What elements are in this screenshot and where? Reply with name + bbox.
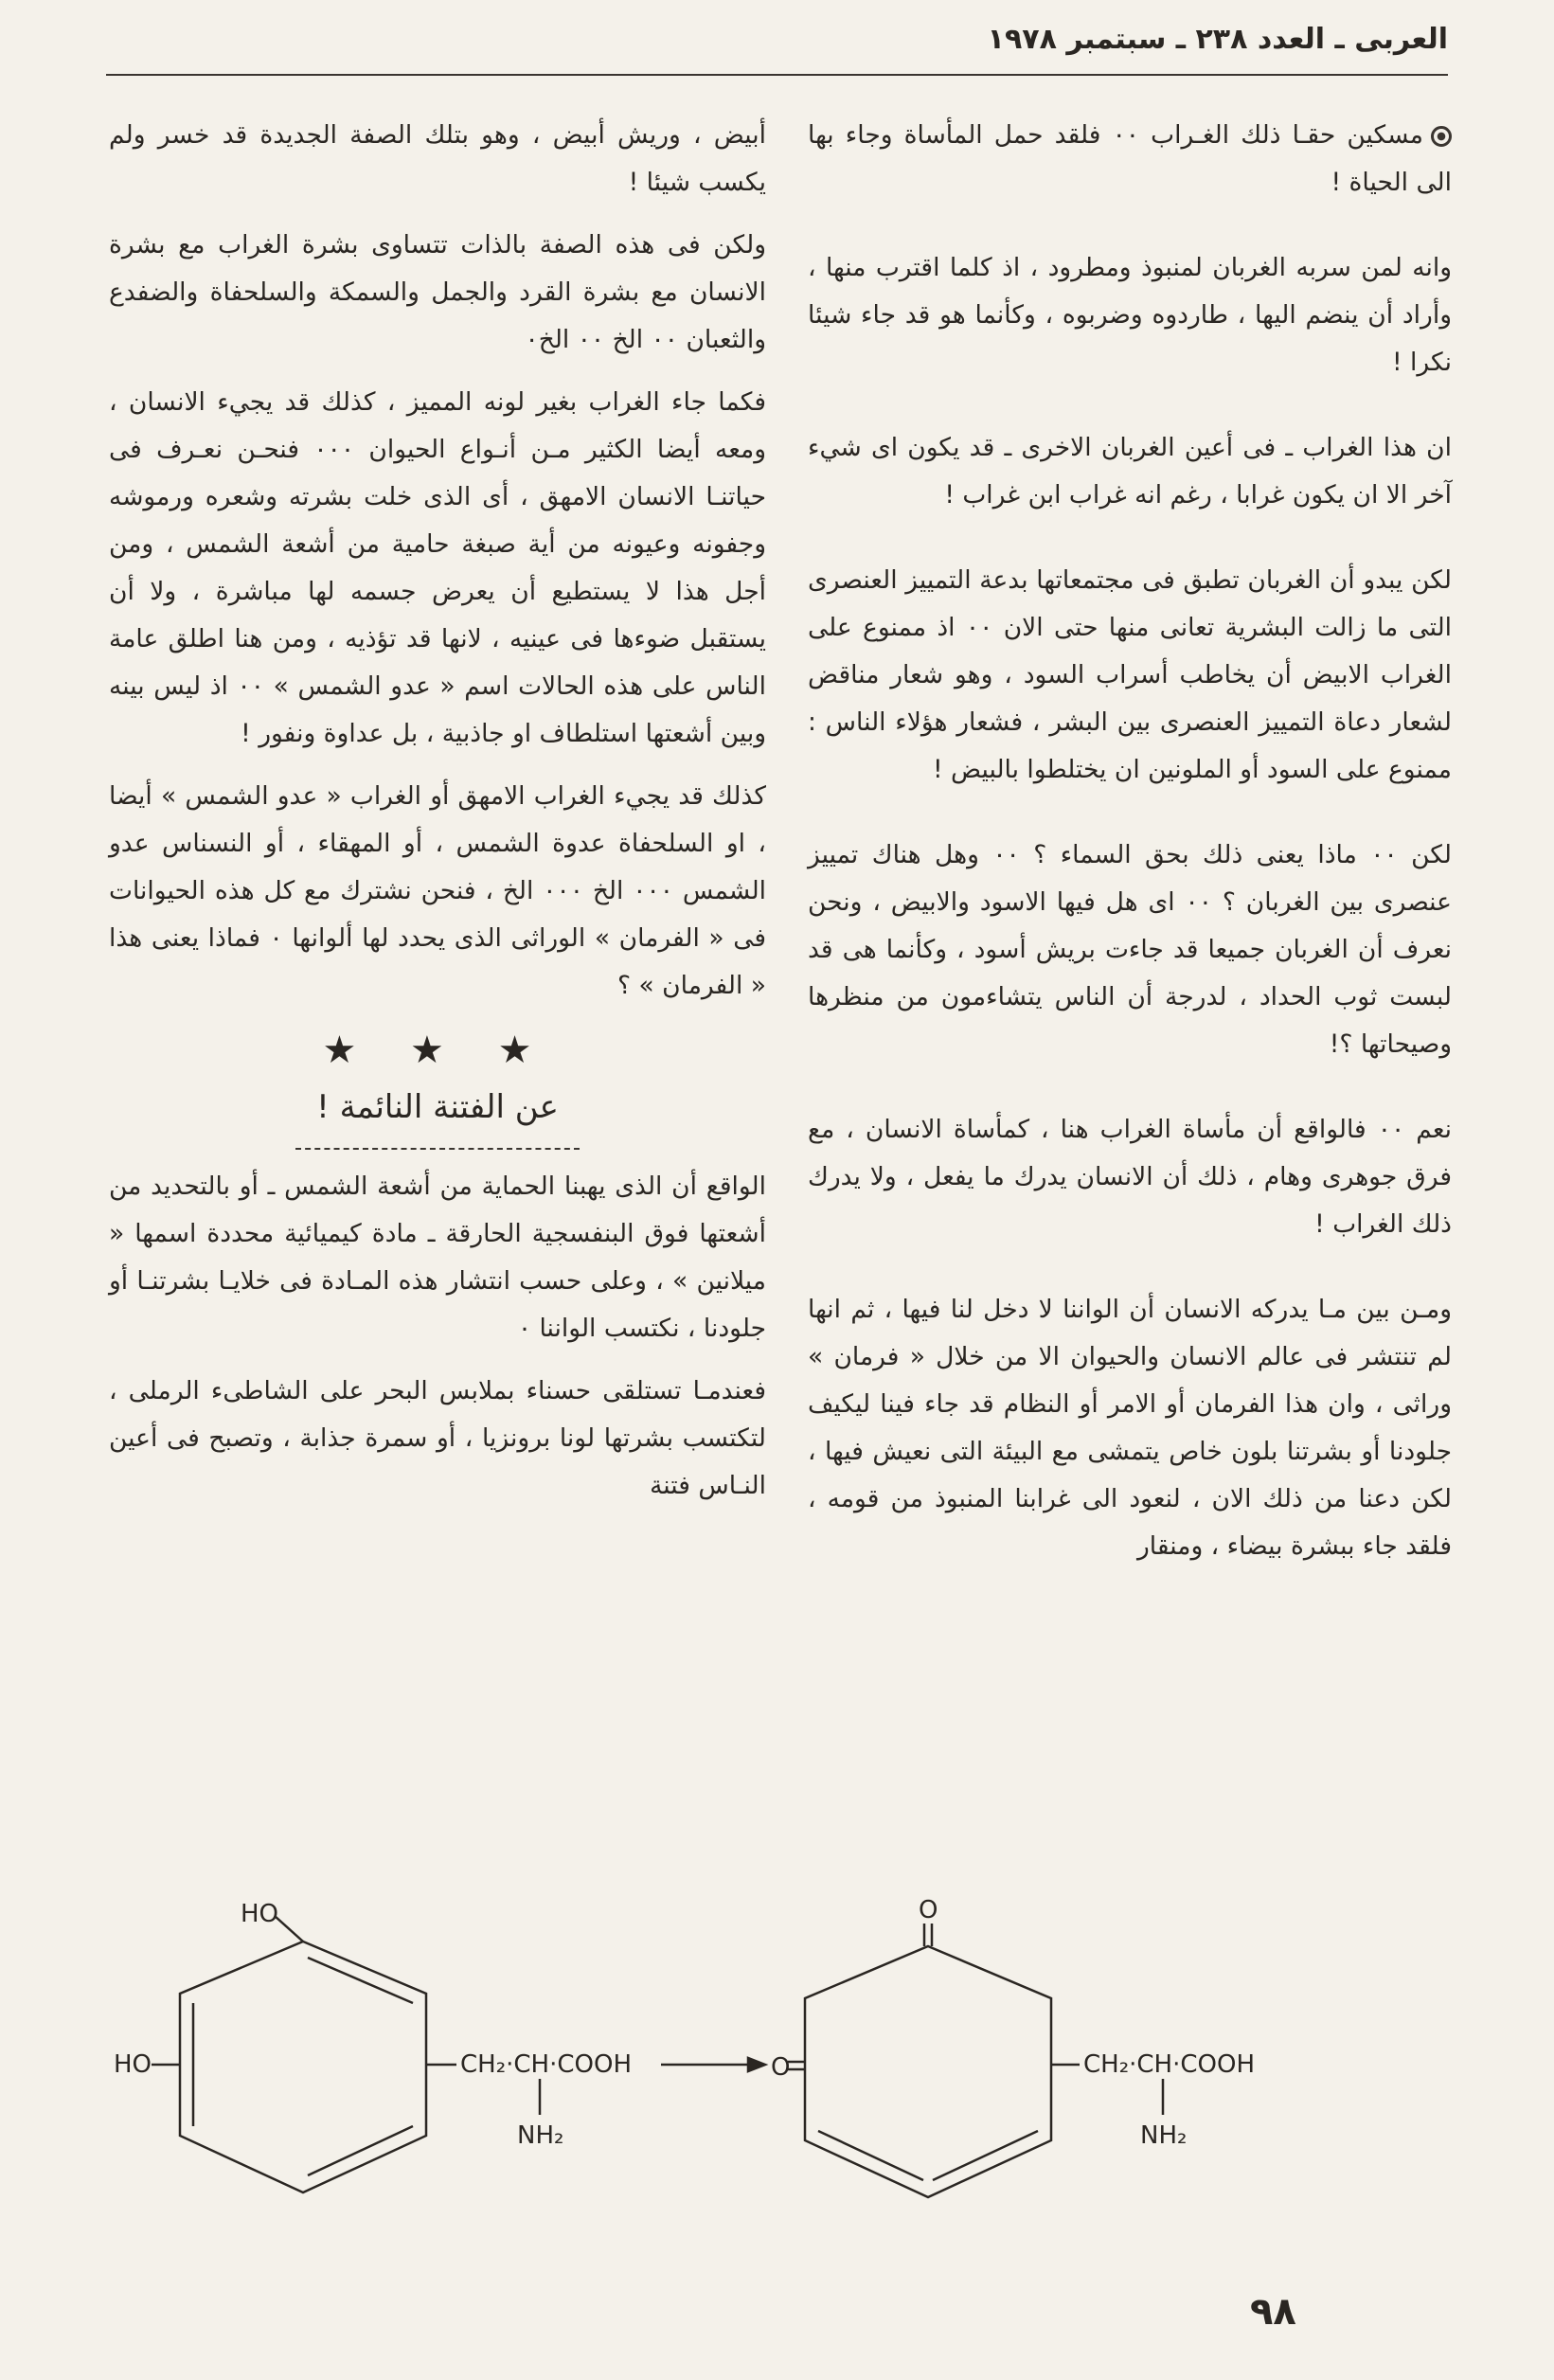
paragraph: نعم ٠٠ فالواقع أن مأساة الغراب هنا ، كمأساة الانسان ، مع فرق جوهرى وهام ، ذلك أن الانسان يدرك ما يفعل ، ولا يدرك ذلك الغراب ! (808, 1115, 1452, 1239)
right-top-group: O (919, 1896, 938, 1924)
paragraph: كذلك قد يجيء الغراب الامهق أو الغراب « عدو الشمس » أيضا ، او السلحفاة عدوة الشمس ، أو المهقاء ، أو النسناس عدو الشمس ٠٠٠ الخ ٠٠٠ الخ ، فنحن نشترك مع كل هذه الحيوانات فى « الفرمان » الوراثى الذى يحدد لها ألوانها ٠ فماذا يعنى هذا « الفرمان » ؟ (109, 781, 767, 1000)
running-header: العربى ـ العدد ٢٣٨ ـ سبتمبر ١٩٧٨ (987, 23, 1448, 56)
paragraph: ولكن فى هذه الصفة بالذات تتساوى بشرة الغراب مع بشرة الانسان مع بشرة القرد والجمل والسمكة والسلحفاة والضفدع والثعبان ٠٠ الخ ٠٠ الخ٠ (109, 230, 766, 354)
section-heading: عن الفتنة النائمة ! (316, 1088, 559, 1126)
left-benzene-ring (180, 1942, 426, 2192)
paragraph: لكن ٠٠ ماذا يعنى ذلك بحق السماء ؟ ٠٠ وهل هناك تمييز عنصرى بين الغربان ؟ ٠٠ اى هل فيها الاسود والابيض ، ونحن نعرف أن الغربان جميعا قد جاءت بريش أسود ، وكأنما هى قد لبست ثوب الحداد ، لدرجة أن الناس يتشاءمون من منظرها وصيحاتها ؟! (808, 840, 1452, 1059)
page-number: ٩٨ (1250, 2290, 1296, 2334)
heading-underline (295, 1136, 580, 1150)
page-header (106, 17, 1448, 76)
right-side-group: O (771, 2053, 791, 2082)
left-side-group: HO (114, 2050, 152, 2079)
bullet-icon (1431, 126, 1452, 147)
paragraph: وانه لمن سربه الغربان لمنبوذ ومطرود ، اذ كلما اقترب منها ، وأراد أن ينضم اليها ، طاردوه وضربوه ، وكأنما هو قد جاء شيئا نكرا ! (808, 253, 1452, 377)
paragraph: الواقع أن الذى يهبنا الحماية من أشعة الشمس ـ أو بالتحديد من أشعتها فوق البنفسجية الحارقة ـ مادة كيميائية محددة اسمها « ميلانين » ، وعلى حسب انتشار هذه المـادة فى خلايـا بشرتنـا أو جلودنا ، نكتسب الواننا ٠ (109, 1172, 766, 1343)
reaction-arrow (661, 2058, 765, 2071)
paragraph: لكن يبدو أن الغربان تطبق فى مجتمعاتها بدعة التمييز العنصرى التى ما زالت البشرية تعانى منها حتى الان ٠٠ اذ ممنوع على الغراب الابيض أن يخاطب أسراب السود ، وهو شعار مناقض لشعار دعاة التمييز العنصرى بين البشر ، فشعار هؤلاء الناس : ممنوع على السود أو الملونين ان يختلطوا بالبيض ! (808, 565, 1453, 784)
right-quinone-ring (805, 1946, 1051, 2197)
left-amine-group: NH₂ (517, 2121, 564, 2150)
left-column (109, 112, 766, 1510)
paragraph: أبيض ، وريش أبيض ، وهو بتلك الصفة الجديدة قد خسر ولم يكسب شيئا ! (109, 120, 766, 197)
left-side-chain: CH₂·CH·COOH (460, 2050, 632, 2079)
paragraph: ان هذا الغراب ـ فى أعين الغربان الاخرى ـ قد يكون اى شيء آخر الا ان يكون غرابا ، رغم انه غراب ابن غراب ! (808, 433, 1452, 510)
right-amine-group: NH₂ (1140, 2121, 1188, 2150)
chemical-reaction-diagram (114, 1889, 1420, 2259)
right-side-chain: CH₂·CH·COOH (1083, 2050, 1255, 2079)
paragraph: مسكين حقـا ذلك الغـراب ٠٠ فلقد حمل المأساة وجاء بها الى الحياة ! (808, 120, 1452, 197)
paragraph: فعندمـا تستلقى حسناء بملابس البحر على الشاطىء الرملى ، لتكتسب بشرتها لونا برونزيا ، أو سمرة جذابة ، وتصبح فى أعين النـاس فتنة (109, 1376, 766, 1500)
right-column (808, 112, 1452, 1570)
paragraph: ومـن بين مـا يدركه الانسان أن الواننا لا دخل لنا فيها ، ثم انها لم تنتشر فى عالم الانسان والحيوان الا من خلال « فرمان » وراثى ، وان هذا الفرمان أو الامر أو النظام قد جاء فينا ليكيف جلودنا أو بشرتنا بلون خاص يتمشى مع البيئة التى نعيش فيها ، لكن دعنا من ذلك الان ، لنعود الى غرابنا المنبوذ من قومه ، فلقد جاء ببشرة بيضاء ، ومنقار (808, 1295, 1452, 1561)
reaction-svg (114, 1889, 1420, 2259)
left-top-group: HO (241, 1900, 279, 1928)
paragraph: فكما جاء الغراب بغير لونه المميز ، كذلك قد يجيء الانسان ، ومعه أيضا الكثير مـن أنـواع الحيوان ٠٠٠ فنحـن نعـرف فى حياتنـا الانسان الامهق ، أى الذى خلت بشرته وشعره ورموشه وجفونه وعيونه من أية صبغة حامية من أشعة الشمس ، ومن أجل هذا لا يستطيع أن يعرض جسمه لها مباشرة ، ولا أن يستقبل ضوءها فى عينيه ، لانها قد تؤذيه ، ومن هنا اطلق عامة الناس على هذه الحالات اسم « عدو الشمس » ٠٠ اذ ليس بينه وبين أشعتها استلطاف او جاذبية ، بل عداوة ونفور ! (109, 387, 767, 748)
section-divider-stars: ★ ★ ★ (322, 1029, 553, 1072)
